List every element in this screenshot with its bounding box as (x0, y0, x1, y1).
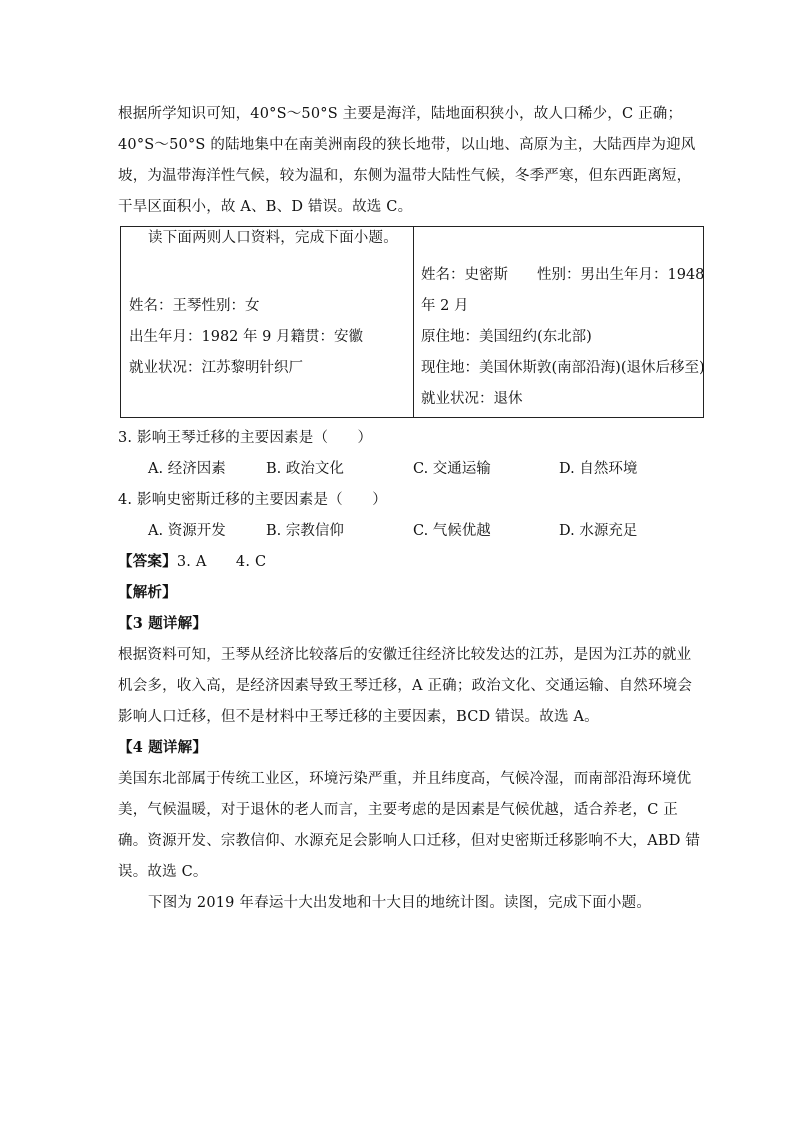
q3-detail-line-3: 影响人口迁移，但不是材料中王琴迁移的主要因素，BCD 错误。故选 A。 (118, 709, 599, 725)
question-4-option-d: D. 水源充足 (559, 523, 638, 539)
q4-detail-line-1: 美国东北部属于传统工业区，环境污染严重，并且纬度高，气候冷湿，而南部沿海环境优 (118, 771, 692, 787)
population-info-table (120, 226, 704, 418)
question-3-option-d: D. 自然环境 (559, 461, 638, 477)
q4-detail-line-2: 美，气候温暖，对于退休的老人而言，主要考虑的是因素是气候优越，适合养老，C 正 (118, 802, 679, 818)
analysis-label: 【解析】 (118, 584, 177, 601)
right-row-2: 年 2 月 (421, 298, 469, 314)
q3-detail-line-1: 根据资料可知，王琴从经济比较落后的安徽迁往经济比较发达的江苏，是因为江苏的就业 (118, 647, 692, 663)
intro-line-1: 根据所学知识可知，40°S～50°S 主要是海洋，陆地面积狭小，故人口稀少，C 正确； (118, 106, 683, 122)
answer-label: 【答案】 (118, 553, 177, 570)
q4-detail-line-3: 确。资源开发、宗教信仰、水源充足会影响人口迁移，但对史密斯迁移影响不大，ABD 错 (118, 833, 701, 849)
next-section-prompt: 下图为 2019 年春运十大出发地和十大目的地统计图。读图，完成下面小题。 (148, 895, 652, 911)
left-row-1: 姓名：王琴性别：女 (129, 298, 260, 314)
question-3-option-c: C. 交通运输 (413, 461, 491, 477)
left-row-3: 就业状况：江苏黎明针织厂 (129, 360, 303, 376)
right-row-1: 姓名：史密斯 性别：男出生年月：1948 (421, 267, 705, 283)
right-row-3: 原住地：美国纽约(东北部) (421, 329, 592, 345)
question-3-option-b: B. 政治文化 (266, 461, 344, 477)
question-4-option-a: A. 资源开发 (148, 523, 226, 539)
question-4-option-c: C. 气候优越 (413, 523, 491, 539)
question-4-stem: 4. 影响史密斯迁移的主要因素是（ ） (118, 492, 387, 508)
q4-detail-line-4: 误。故选 C。 (118, 864, 208, 880)
q3-detail-line-2: 机会多，收入高，是经济因素导致王琴迁移，A 正确；政治文化、交通运输、自然环境会 (118, 678, 693, 694)
right-row-4: 现住地：美国休斯敦(南部沿海)(退休后移至) (421, 360, 705, 376)
left-row-2: 出生年月：1982 年 9 月籍贯：安徽 (129, 329, 363, 345)
right-row-5: 就业状况：退休 (421, 391, 523, 407)
question-4-option-b: B. 宗教信仰 (266, 523, 344, 539)
question-3-option-a: A. 经济因素 (148, 461, 226, 477)
intro-line-2: 40°S～50°S 的陆地集中在南美洲南段的狭长地带，以山地、高原为主，大陆西岸为迎风 (118, 137, 696, 153)
q4-detail-label: 【4 题详解】 (118, 739, 208, 756)
question-3-stem: 3. 影响王琴迁移的主要因素是（ ） (118, 430, 373, 446)
q3-detail-label: 【3 题详解】 (118, 615, 208, 632)
answer-line (118, 552, 266, 572)
intro-line-3: 坡，为温带海洋性气候，较为温和，东侧为温带大陆性气候，冬季严寒，但东西距离短， (118, 168, 692, 184)
answer-value: 3. A 4. C (176, 554, 267, 570)
intro-line-4: 干旱区面积小，故 A、B、D 错误。故选 C。 (118, 199, 413, 215)
reading-prompt: 读下面两则人口资料，完成下面小题。 (148, 230, 398, 246)
table-divider (413, 227, 414, 417)
